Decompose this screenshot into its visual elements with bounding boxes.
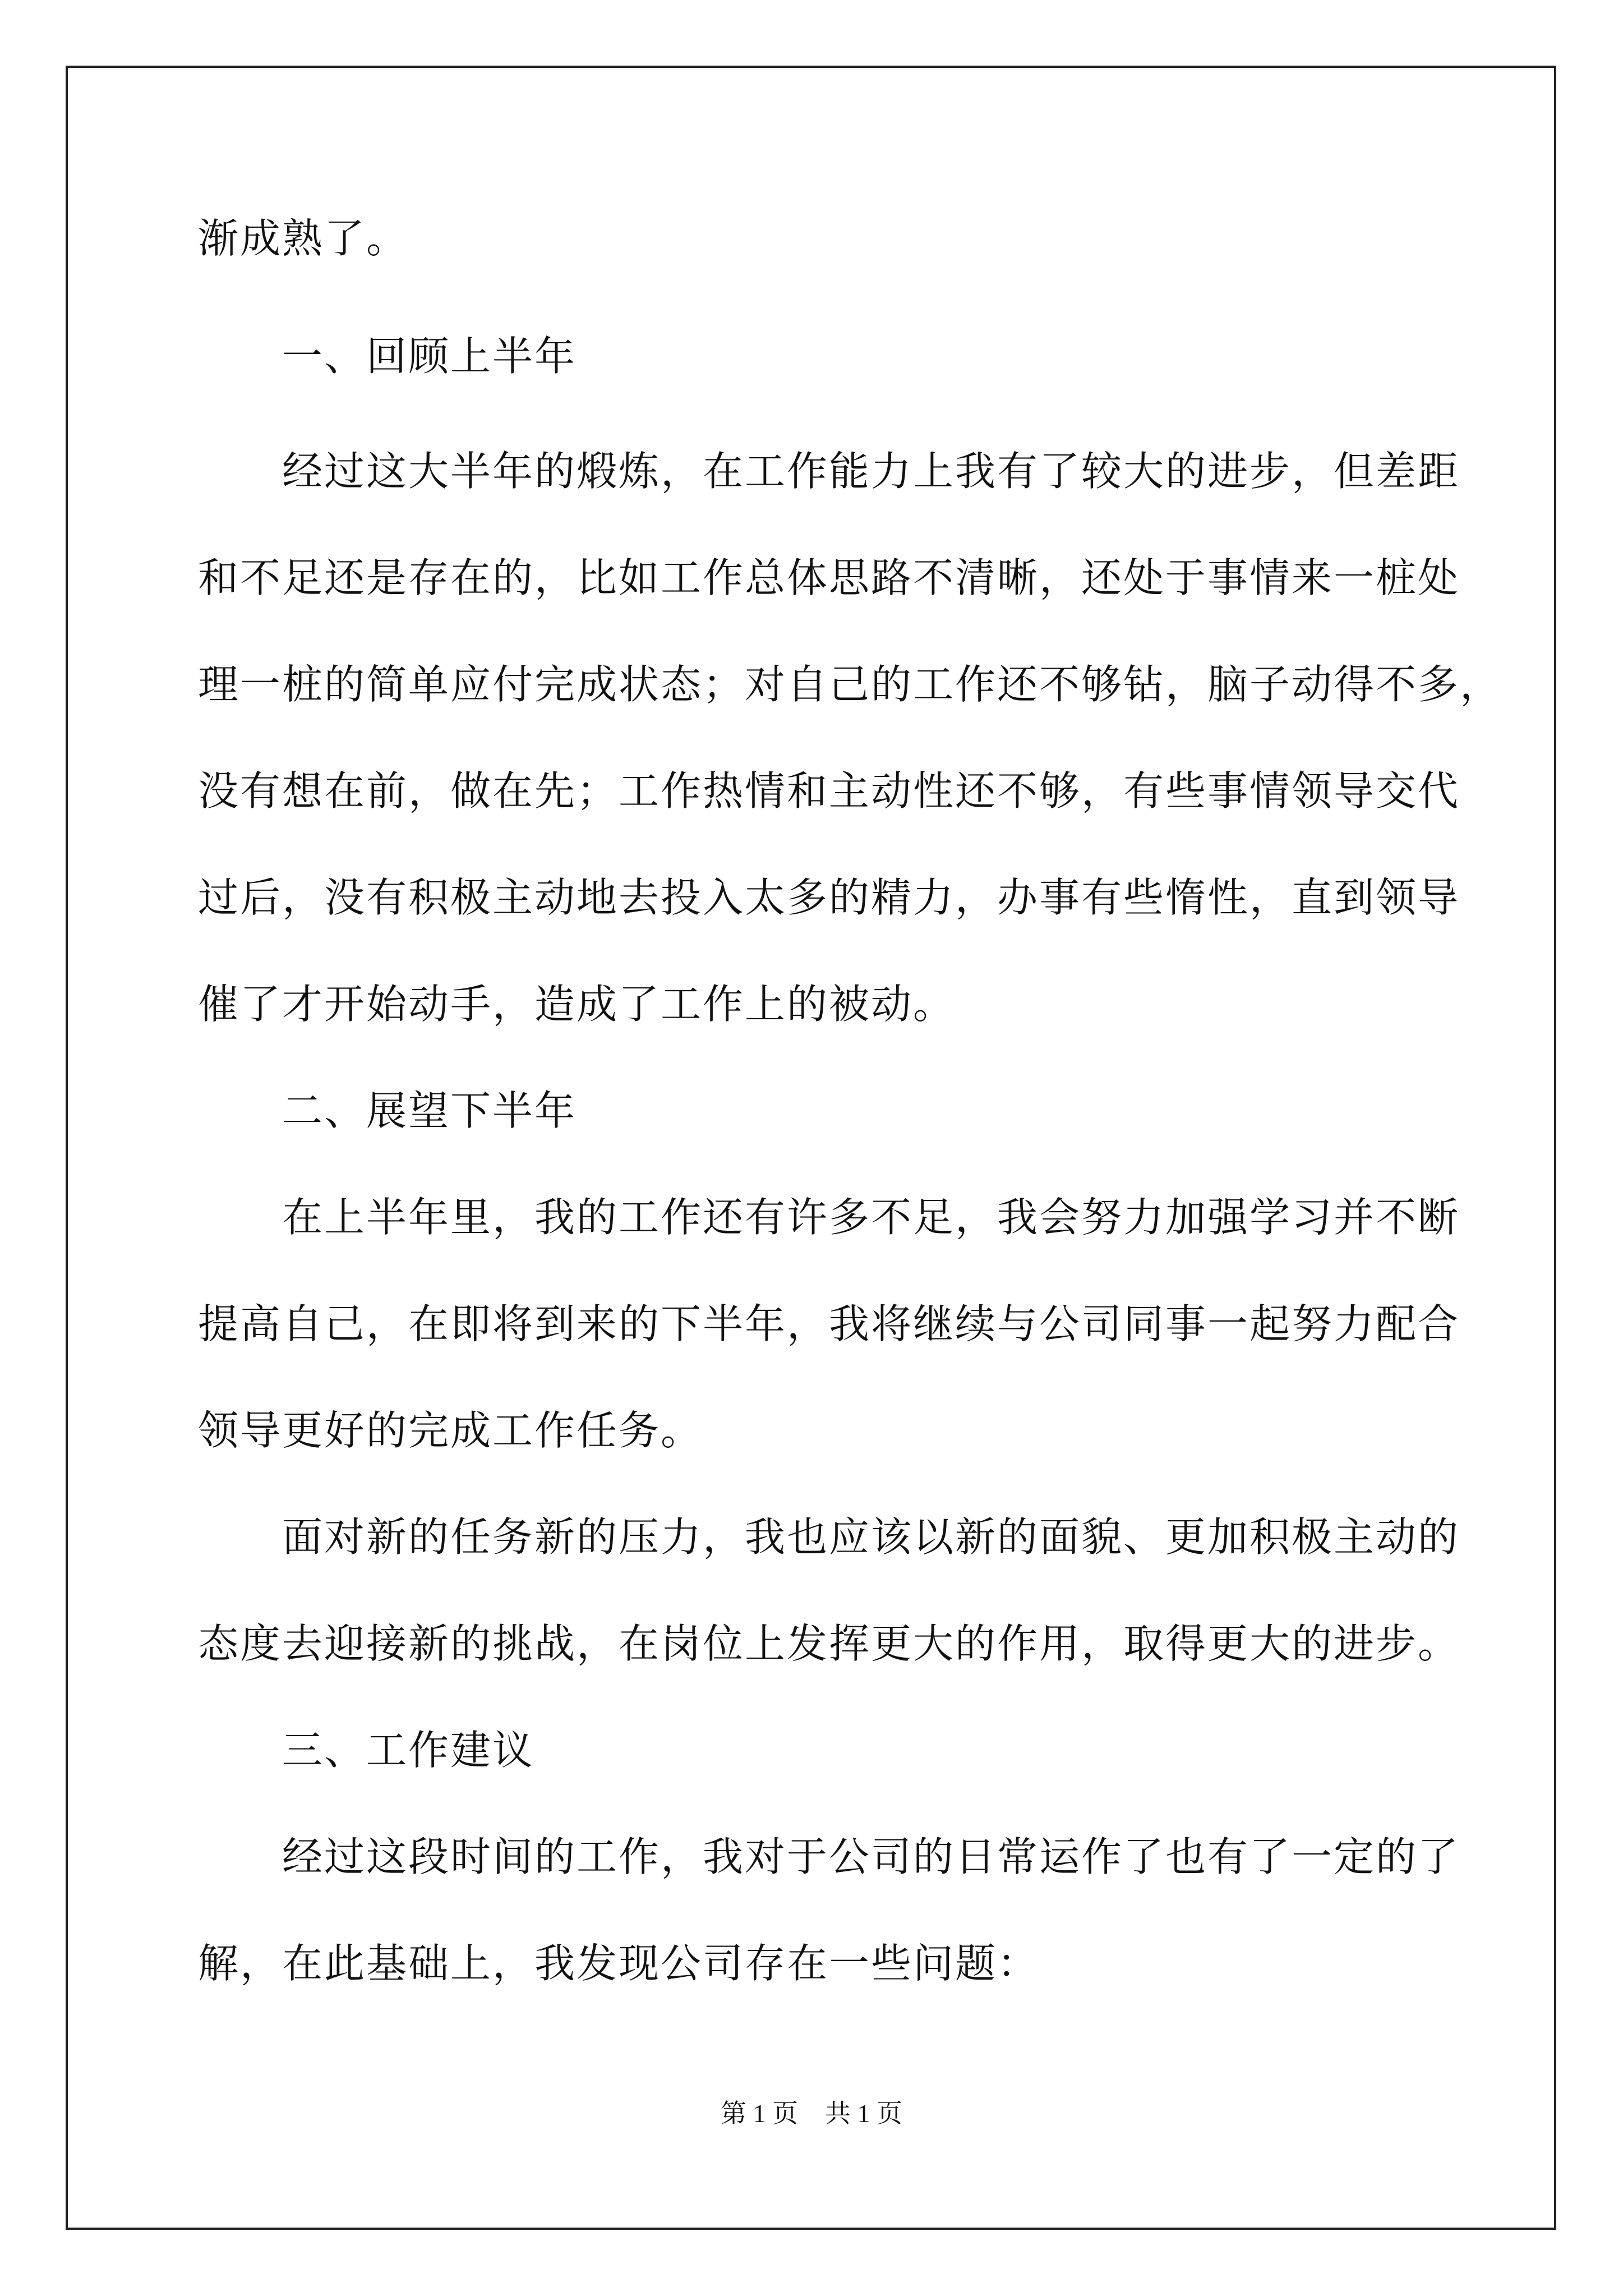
paragraph-line: 提高自己，在即将到来的下半年，我将继续与公司同事一起努力配合	[198, 1300, 1460, 1347]
page-number: 第 1 页	[721, 2099, 798, 2128]
paragraph-line: 没有想在前，做在先；工作热情和主动性还不够，有些事情领导交代	[198, 767, 1460, 815]
paragraph-line: 经过这段时间的工作，我对于公司的日常运作了也有了一定的了	[282, 1833, 1460, 1880]
paragraph-line: 和不足还是存在的，比如工作总体思路不清晰，还处于事情来一桩处	[198, 554, 1460, 601]
paragraph-line: 渐成熟了。	[198, 215, 409, 262]
section-heading: 一、回顾上半年	[282, 333, 577, 380]
page-total: 共 1 页	[825, 2099, 902, 2128]
paragraph-line: 催了才开始动手，造成了工作上的被动。	[198, 981, 956, 1028]
section-heading: 三、工作建议	[282, 1727, 535, 1774]
paragraph-line: 在上半年里，我的工作还有许多不足，我会努力加强学习并不断	[282, 1194, 1460, 1241]
section-heading: 二、展望下半年	[282, 1087, 577, 1134]
paragraph-line: 态度去迎接新的挑战，在岗位上发挥更大的作用，取得更大的进步。	[198, 1620, 1460, 1667]
page-footer	[0, 2098, 1623, 2129]
paragraph-line: 过后，没有积极主动地去投入太多的精力，办事有些惰性，直到领导	[198, 874, 1460, 921]
paragraph-line: 领导更好的完成工作任务。	[198, 1407, 703, 1454]
paragraph-line: 经过这大半年的煅炼，在工作能力上我有了较大的进步，但差距	[282, 448, 1460, 495]
page-border	[66, 66, 1556, 2230]
paragraph-line: 面对新的任务新的压力，我也应该以新的面貌、更加积极主动的	[282, 1513, 1460, 1561]
paragraph-line: 解，在此基础上，我发现公司存在一些问题：	[198, 1940, 1040, 1987]
paragraph-line: 理一桩的简单应付完成状态；对自己的工作还不够钻，脑子动得不多，	[198, 661, 1502, 708]
